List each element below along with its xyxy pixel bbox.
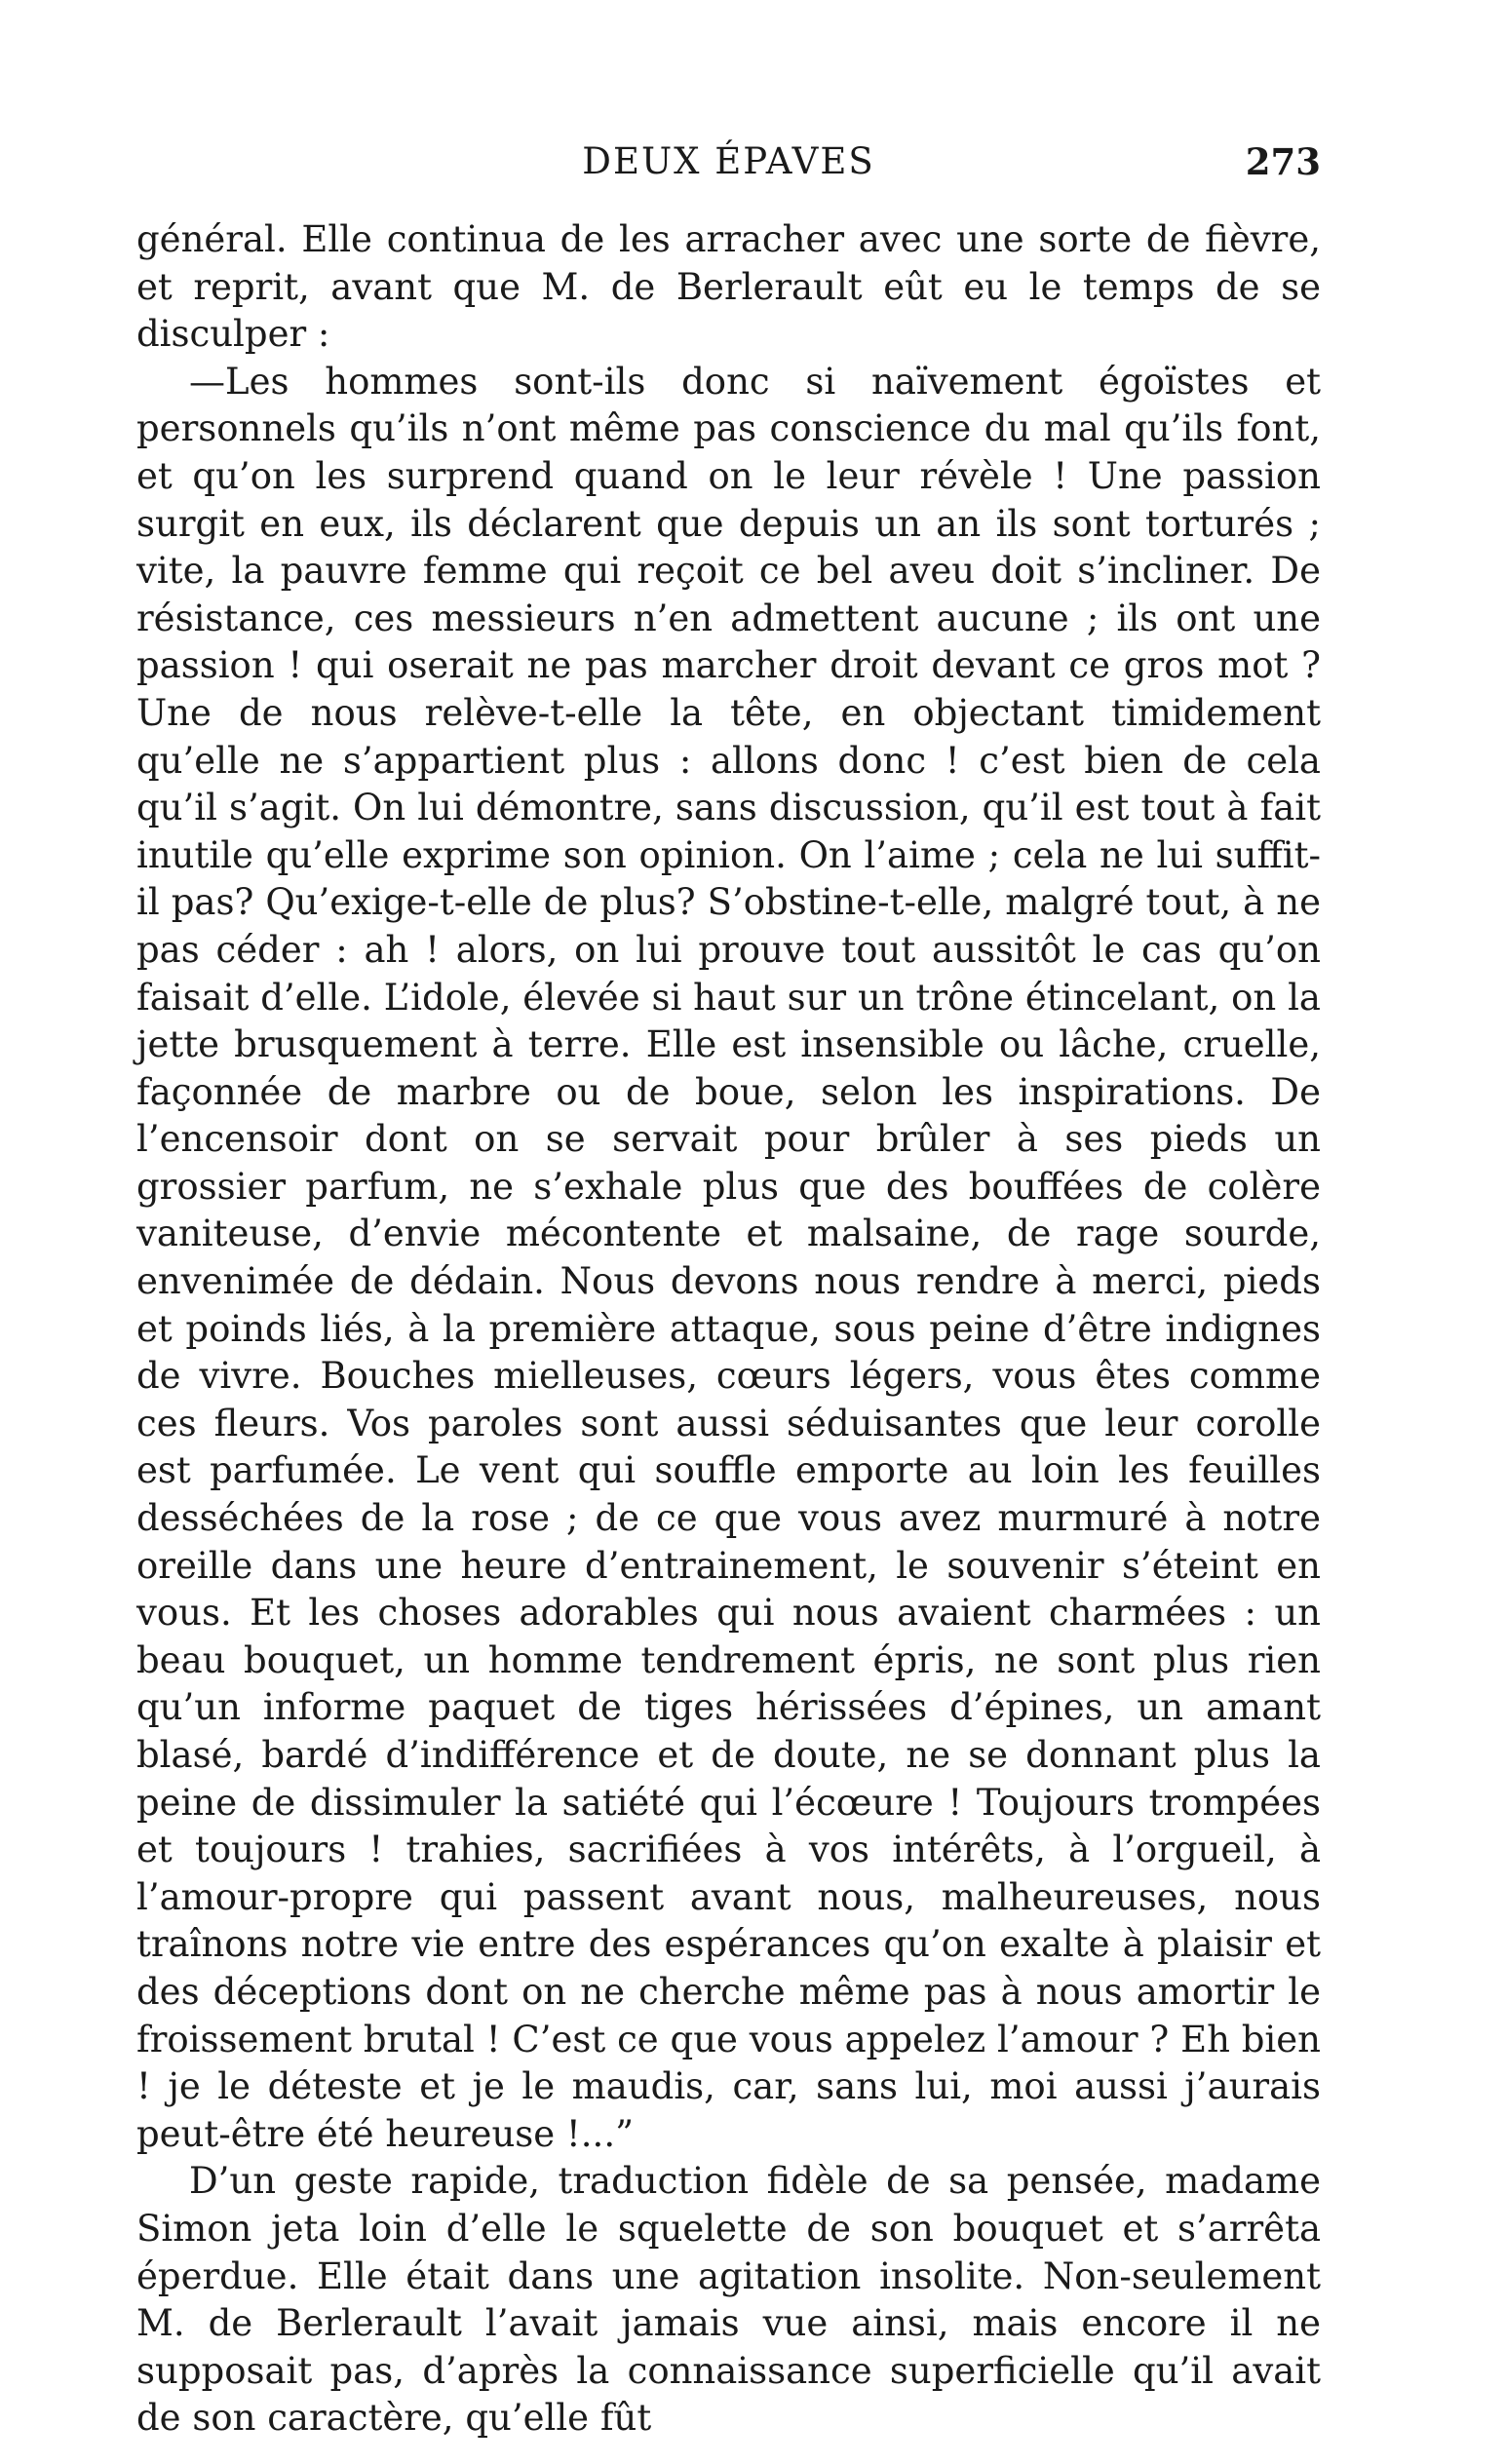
page-number: 273 (1245, 140, 1321, 183)
page-body (136, 216, 1321, 2443)
paragraph-continuation: général. Elle continua de les arracher avec une sorte de fièvre, et reprit, avant que M. de Berlerault eût eu le temps de se disculper : (136, 218, 1321, 356)
paragraph-narration: D’un geste rapide, traduction fidèle de sa pensée, madame Simon jeta loin d’elle le squelette de son bouquet et s’arrêta éperdue. Elle était dans une agitation insolite. Non-seulement M. de Berlerault l’avait jamais vue ainsi, mais encore il ne supposait pas, d’après la connaissance superficielle qu’il avait de son caractère, qu’elle fût (136, 2160, 1321, 2440)
paragraph-speech: —Les hommes sont-ils donc si naïvement égoïstes et personnels qu’ils n’ont même pas conscience du mal qu’ils font, et qu’on les surprend quand on le leur révèle ! Une passion surgit en eux, ils déclarent que depuis un an ils sont torturés ; vite, la pauvre femme qui reçoit ce bel aveu doit s’incliner. De résistance, ces messieurs n’en admettent aucune ; ils ont une passion ! qui oserait ne pas marcher droit devant ce gros mot ? Une de nous relève-t-elle la tête, en objectant timidement qu’elle ne s’appartient plus : allons donc ! c’est bien de cela qu’il s’agit. On lui démontre, sans discussion, qu’il est tout à fait inutile qu’elle exprime son opinion. On l’aime ; cela ne lui suffit-il pas? Qu’exige-t-elle de plus? S’obstine-t-elle, malgré tout, à ne pas céder : ah ! alors, on lui prouve tout aussitôt le cas qu’on faisait d’elle. L’idole, élevée si haut sur un trône étincelant, on la jette brusquement à terre. Elle est insensible ou lâche, cruelle, façonnée de marbre ou de boue, selon les inspirations. De l’encensoir dont on se servait pour brûler à ses pieds un grossier parfum, ne s’exhale plus que des bouffées de colère vaniteuse, d’envie mécontente et malsaine, de rage sourde, envenimée de dédain. Nous devons nous rendre à merci, pieds et poinds liés, à la première attaque, sous peine d’être indignes de vivre. Bouches mielleuses, cœurs légers, vous êtes comme ces fleurs. Vos paroles sont aussi séduisantes que leur corolle est parfumée. Le vent qui souffle emporte au loin les feuilles desséchées de la rose ; de ce que vous avez murmuré à notre oreille dans une heure d’entrainement, le souvenir s’éteint en vous. Et les choses adorables qui nous avaient charmées : un beau bouquet, un homme tendrement épris, ne sont plus rien qu’un informe paquet de tiges hérissées d’épines, un amant blasé, bardé d’indifférence et de doute, ne se donnant plus la peine de dissimuler la satiété qui l’écœure ! Toujours trompées et toujours ! trahies, sacrifiées à vos intérêts, à l’orgueil, à l’amour-propre qui passent avant nous, malheureuses, nous traînons notre vie entre des espérances qu’on exalte à plaisir et des déceptions dont on ne cherche même pas à nous amortir le froissement brutal ! C’est ce que vous appelez l’amour ? Eh bien ! je le déteste et je le maudis, car, sans lui, moi aussi j’aurais peut-être été heureuse !...” (136, 360, 1321, 2155)
page-header (136, 136, 1321, 185)
running-title: DEUX ÉPAVES (582, 140, 875, 182)
